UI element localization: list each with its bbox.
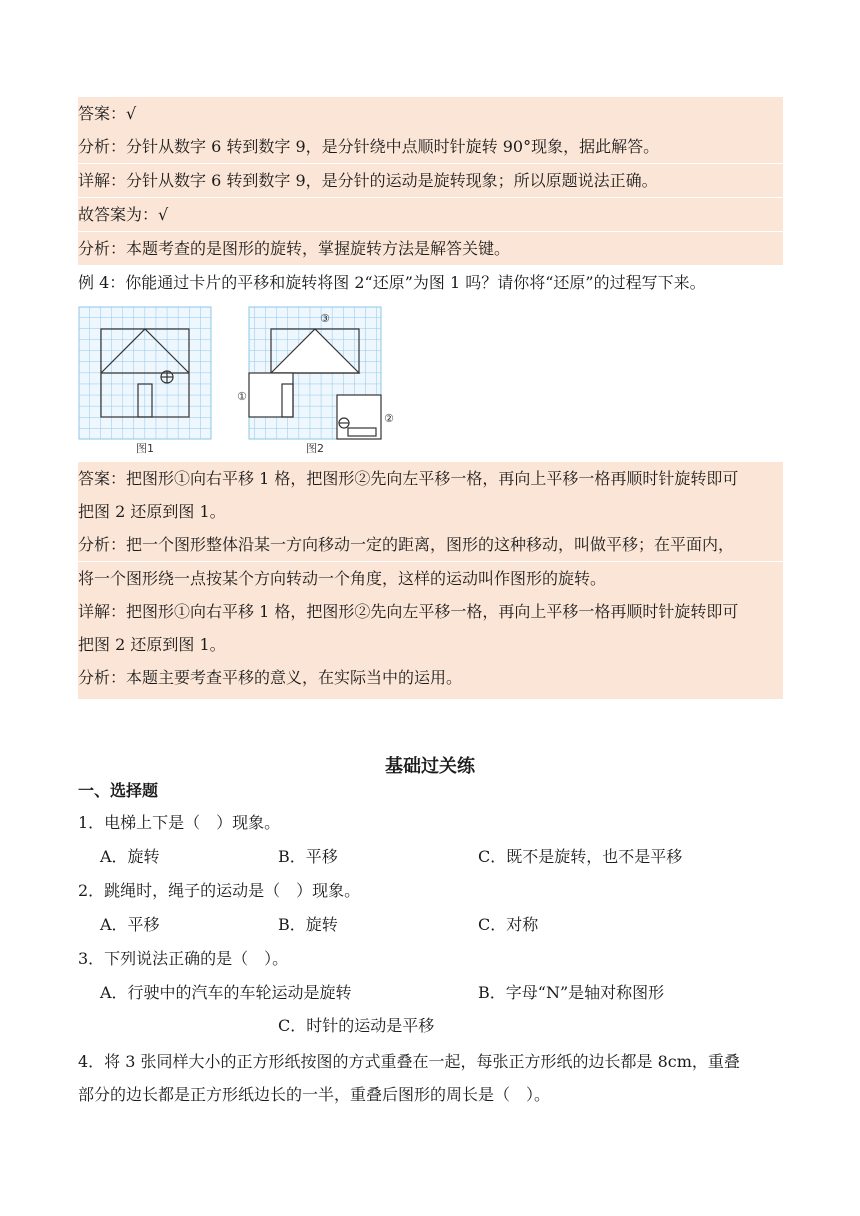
example4-answer-line-2: 把图 2 还原到图 1。: [78, 495, 783, 528]
example4-detail-line-1: 详解：把图形①向右平移 1 格，把图形②先向左平移一格，再向上平移一格再顺时针旋转即可: [78, 595, 783, 628]
section-heading: 一、选择题: [78, 781, 159, 800]
question-2: 2．跳绳时，绳子的运动是（ ）现象。: [78, 881, 361, 900]
question-3-option-c: C．时针的运动是平移: [278, 1016, 435, 1035]
figure-2: [232, 306, 402, 456]
example4-analysis-line-1: 分析：把一个图形整体沿某一方向移动一定的距离，图形的这种移动，叫做平移；在平面内，: [78, 528, 783, 561]
example4-answer-line-1: 答案：把图形①向右平移 1 格，把图形②先向左平移一格，再向上平移一格再顺时针旋转即可: [78, 462, 783, 495]
question-3-option-b: B．字母“N”是轴对称图形: [478, 983, 665, 1002]
question-1-option-c: C．既不是旋转，也不是平移: [478, 847, 683, 866]
figure-2-label: 图2: [306, 442, 324, 455]
mark-3: ③: [320, 312, 330, 325]
example4-question: 例 4：你能通过卡片的平移和旋转将图 2“还原”为图 1 吗？请你将“还原”的过程写下来。: [78, 273, 706, 292]
question-2-option-a: A．平移: [100, 915, 160, 934]
example3-analysis-2: 分析：本题考查的是图形的旋转，掌握旋转方法是解答关键。: [78, 232, 783, 265]
question-4-line-2: 部分的边长都是正方形纸边长的一半，重叠后图形的周长是（ ）。: [78, 1085, 551, 1104]
mark-2: ②: [384, 412, 394, 425]
question-2-option-b: B．旋转: [278, 915, 338, 934]
example4-analysis-2: 分析：本题主要考查平移的意义，在实际当中的运用。: [78, 661, 783, 699]
example4-detail-line-2: 把图 2 还原到图 1。: [78, 628, 783, 661]
mark-1: ①: [237, 390, 247, 403]
example4-analysis-line-2: 将一个图形绕一点按某个方向转动一个角度，这样的运动叫作图形的旋转。: [78, 562, 783, 595]
question-4-line-1: 4．将 3 张同样大小的正方形纸按图的方式重叠在一起，每张正方形纸的边长都是 8cm，重叠: [78, 1052, 740, 1071]
question-2-option-c: C．对称: [478, 915, 539, 934]
question-1-option-a: A．旋转: [100, 847, 160, 866]
practice-title: 基础过关练: [385, 756, 475, 777]
figure-1-label: 图1: [136, 442, 154, 455]
example3-conclusion: 故答案为：√: [78, 198, 783, 231]
figure-1: [78, 306, 212, 456]
example3-analysis: 分析：分针从数字 6 转到数字 9，是分针绕中点顺时针旋转 90°现象，据此解答。: [78, 130, 783, 163]
example3-answer: 答案：√: [78, 97, 783, 130]
question-3: 3．下列说法正确的是（ ）。: [78, 949, 289, 968]
question-1-option-b: B．平移: [278, 847, 338, 866]
question-3-option-a: A．行驶中的汽车的车轮运动是旋转: [100, 983, 352, 1002]
question-1: 1．电梯上下是（ ）现象。: [78, 813, 281, 832]
example3-detail: 详解：分针从数字 6 转到数字 9，是分针的运动是旋转现象；所以原题说法正确。: [78, 164, 783, 197]
